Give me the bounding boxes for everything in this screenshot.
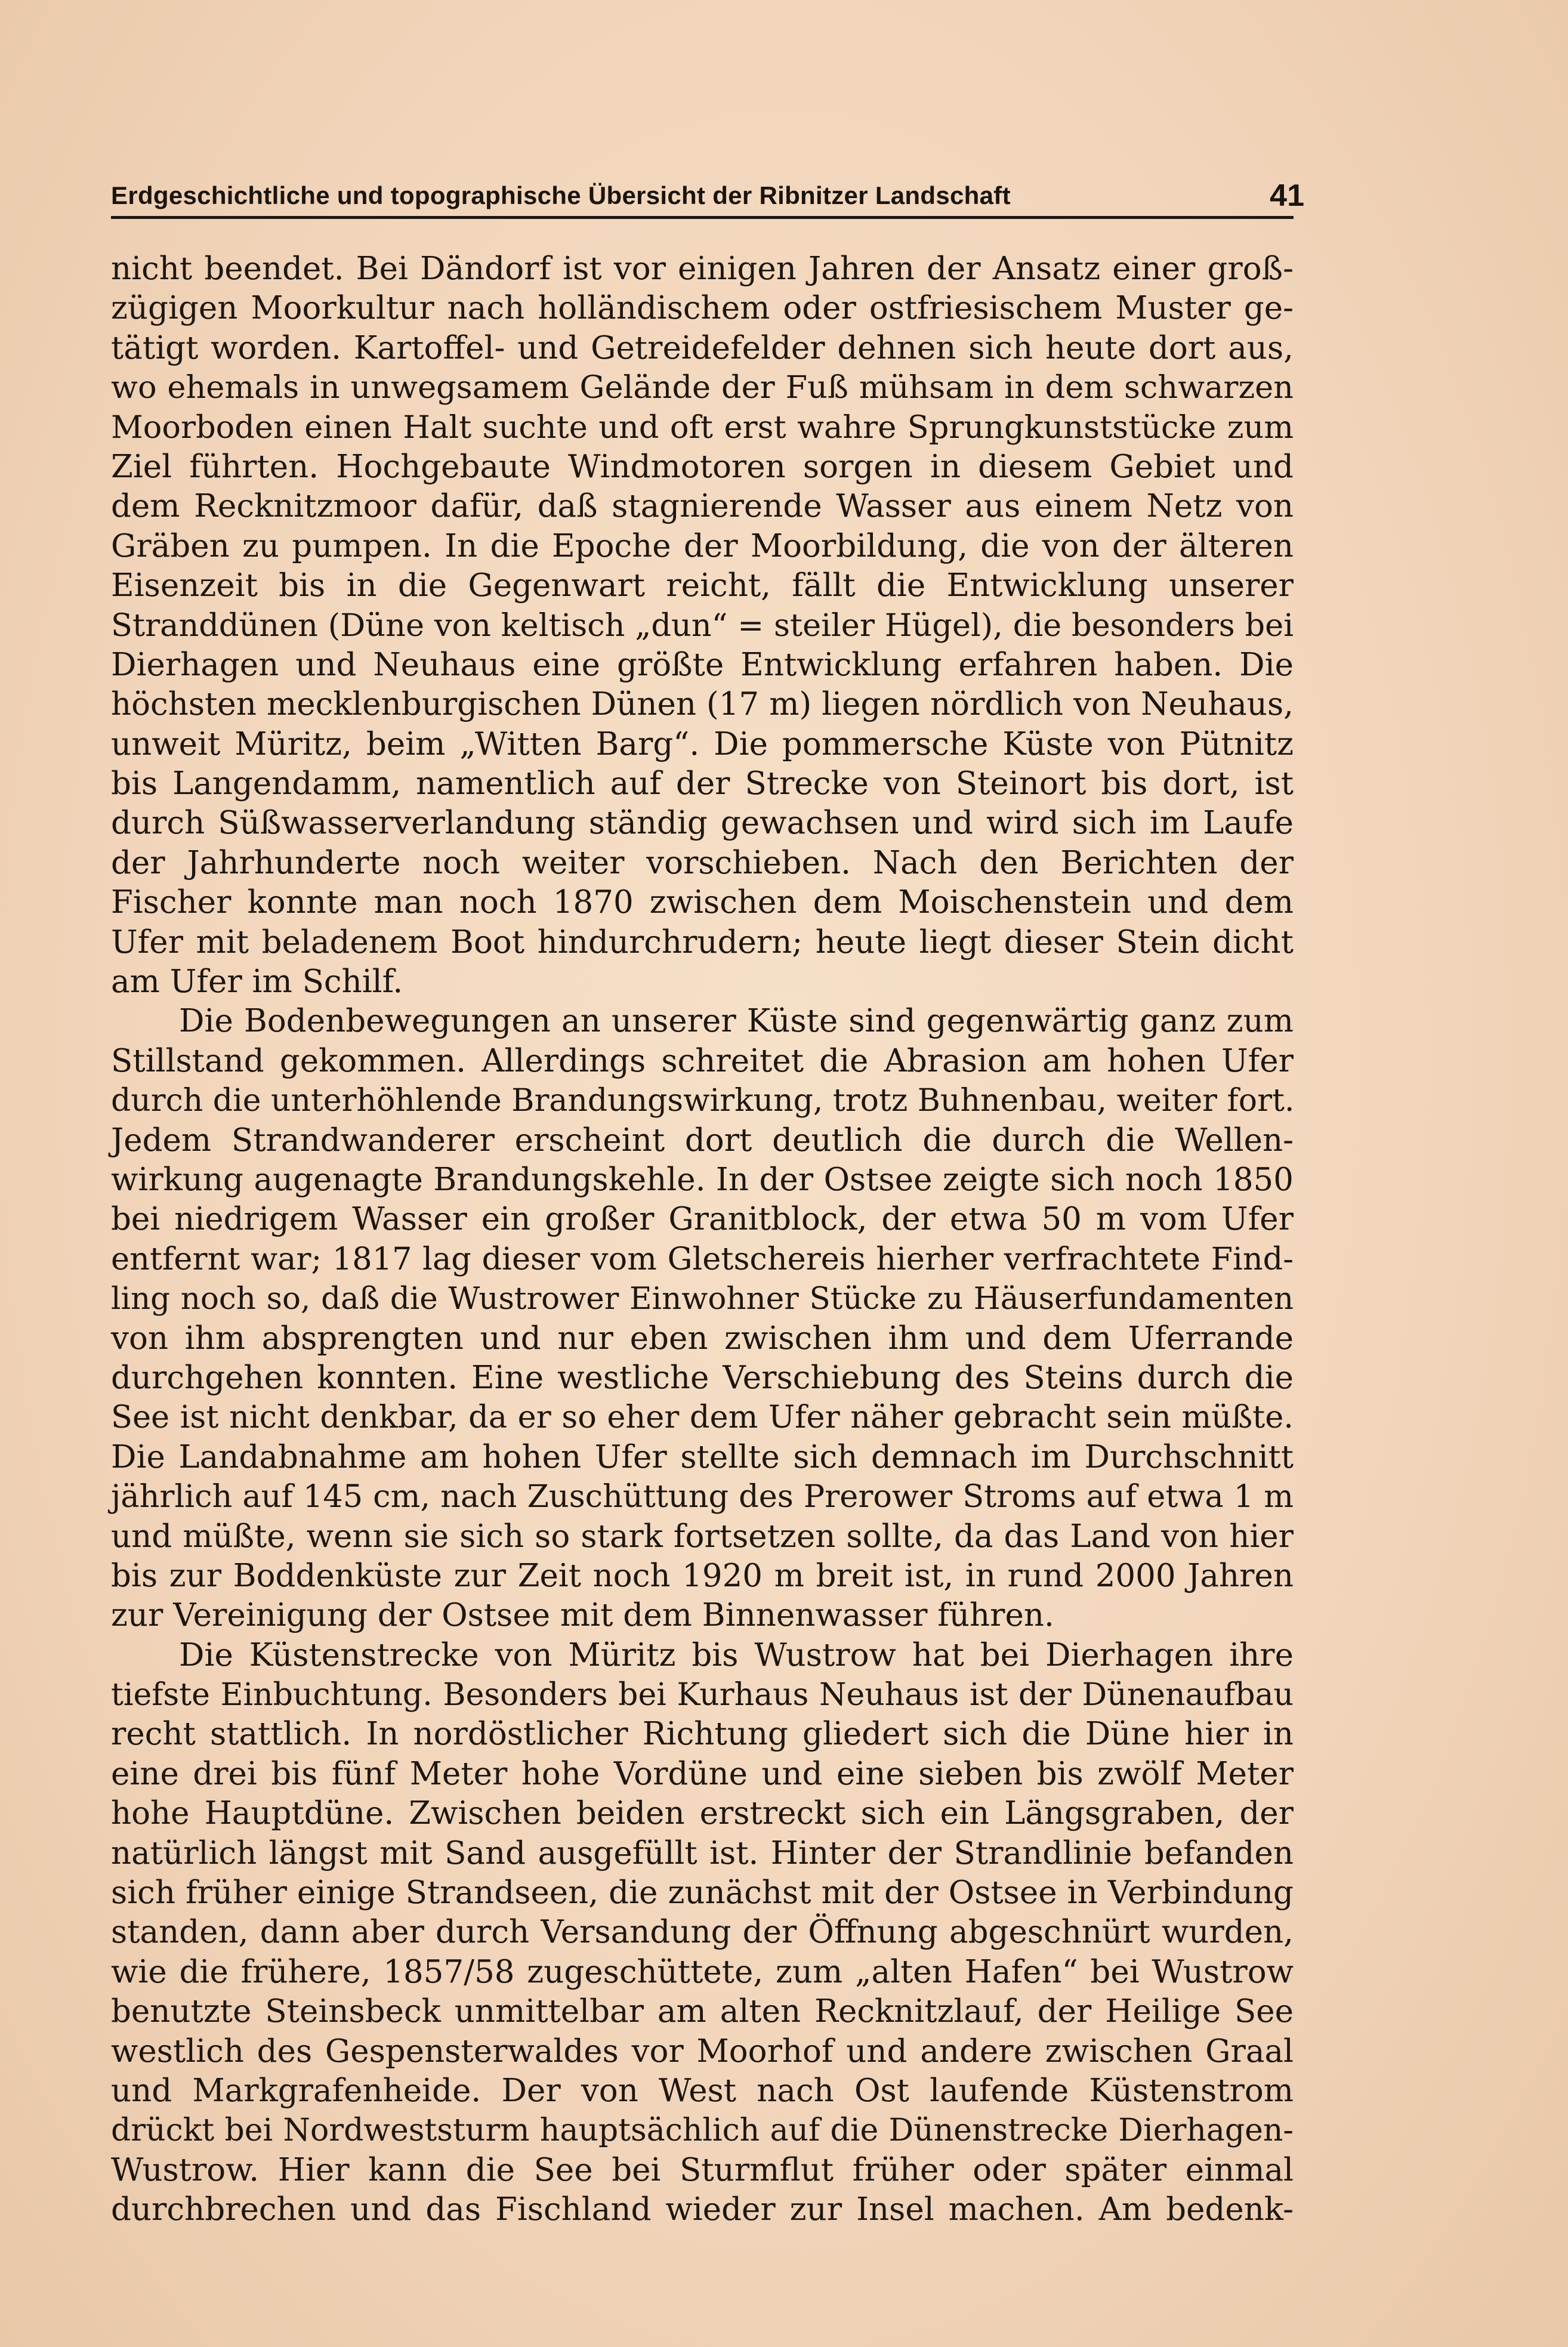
text-line: durchbrechen und das Fischland wieder zur Insel machen. Am bedenk- [111,2191,1294,2228]
text-line: von ihm absprengten und nur eben zwischen ihm und dem Uferrande [111,1320,1294,1357]
text-line: Ufer mit beladenem Boot hindurchrudern; heute liegt dieser Stein dicht [111,924,1294,961]
running-title: Erdgeschichtliche und topographische Übersicht der Ribnitzer Landschaft [111,181,1011,209]
text-line: Ziel führten. Hochgebaute Windmotoren sorgen in diesem Gebiet und [111,448,1294,485]
text-line: Wustrow. Hier kann die See bei Sturmflut früher oder später einmal [111,2151,1294,2188]
text-line: bis Langendamm, namentlich auf der Strecke von Steinort bis dort, ist [111,765,1294,802]
text-line: natürlich längst mit Sand ausgefüllt ist. Hinter der Strandlinie befanden [111,1835,1294,1872]
text-line: wo ehemals in unwegsamem Gelände der Fuß mühsam in dem schwarzen [111,369,1294,406]
paragraph-start-line: Die Bodenbewegungen an unserer Küste sind gegenwärtig ganz zum [179,1003,1294,1040]
text-line: Fischer konnte man noch 1870 zwischen dem Moischenstein und dem [111,884,1294,921]
text-line: Jedem Strandwanderer erscheint dort deutlich die durch die Wellen- [111,1122,1294,1159]
text-line: nicht beendet. Bei Dändorf ist vor einigen Jahren der Ansatz einer groß- [111,251,1294,287]
text-line: Stranddünen (Düne von keltisch „dun“ = steiler Hügel), die besonders bei [111,607,1294,644]
text-line: Moorboden einen Halt suchte und oft erst wahre Sprungkunststücke zum [111,409,1294,446]
text-line: bis zur Boddenküste zur Zeit noch 1920 m breit ist, in rund 2000 Jahren [111,1557,1294,1594]
text-line: höchsten mecklenburgischen Dünen (17 m) liegen nördlich von Neuhaus, [111,686,1294,723]
text-line: recht stattlich. In nordöstlicher Richtung gliedert sich die Düne hier in [111,1716,1294,1753]
text-line: See ist nicht denkbar, da er so eher dem Ufer näher gebracht sein müßte. [111,1399,1294,1436]
text-line: eine drei bis fünf Meter hohe Vordüne und eine sieben bis zwölf Meter [111,1755,1294,1792]
text-line: unweit Müritz, beim „Witten Barg“. Die pommersche Küste von Pütnitz [111,725,1294,762]
text-line: hohe Hauptdüne. Zwischen beiden erstreckt sich ein Längsgraben, der [111,1795,1294,1832]
text-line: sich früher einige Strandseen, die zunächst mit der Ostsee in Verbindung [111,1874,1294,1911]
text-line: Dierhagen und Neuhaus eine größte Entwicklung erfahren haben. Die [111,646,1294,683]
paragraph-end-line: am Ufer im Schilf. [111,963,403,1000]
paragraph-start-line: Die Küstenstrecke von Müritz bis Wustrow hat bei Dierhagen ihre [179,1636,1294,1673]
text-line: Stillstand gekommen. Allerdings schreitet die Abrasion am hohen Ufer [111,1042,1294,1079]
text-line: zügigen Moorkultur nach holländischem oder ostfriesischem Muster ge- [111,290,1294,327]
text-line: bei niedrigem Wasser ein großer Granitblock, der etwa 50 m vom Ufer [111,1201,1294,1238]
header-rule [111,216,1294,219]
text-line: Gräben zu pumpen. In die Epoche der Moorbildung, die von der älteren [111,527,1294,564]
text-line: durch die unterhöhlende Brandungswirkung, trotz Buhnenbau, weiter fort. [111,1083,1295,1119]
text-line: standen, dann aber durch Versandung der Öffnung abgeschnürt wurden, [111,1914,1294,1951]
text-line: und müßte, wenn sie sich so stark fortsetzen sollte, da das Land von hier [111,1518,1294,1555]
body-text [111,249,1294,2230]
text-line: wie die frühere, 1857/58 zugeschüttete, zum „alten Hafen“ bei Wustrow [111,1953,1294,1990]
text-line: drückt bei Nordweststurm hauptsächlich auf die Dünenstrecke Dierhagen- [111,2113,1294,2149]
text-line: tiefste Einbuchtung. Besonders bei Kurhaus Neuhaus ist der Dünenaufbau [111,1677,1294,1713]
text-line: westlich des Gespensterwaldes vor Moorhof und andere zwischen Graal [111,2033,1294,2070]
text-line: der Jahrhunderte noch weiter vorschieben. Nach den Berichten der [111,844,1294,881]
text-line: dem Recknitzmoor dafür, daß stagnierende Wasser aus einem Netz von [111,488,1294,525]
text-line: tätigt worden. Kartoffel- und Getreidefelder dehnen sich heute dort aus, [111,329,1294,366]
text-line: ling noch so, daß die Wustrower Einwohner Stücke zu Häuserfundamenten [111,1281,1294,1317]
text-line: wirkung augenagte Brandungskehle. In der Ostsee zeigte sich noch 1850 [111,1161,1294,1198]
text-line: durchgehen konnten. Eine westliche Verschiebung des Steins durch die [111,1359,1294,1396]
text-line: entfernt war; 1817 lag dieser vom Gletschereis hierher verfrachtete Find- [111,1240,1294,1277]
text-line: Die Landabnahme am hohen Ufer stellte sich demnach im Durchschnitt [111,1438,1294,1475]
text-line: Eisenzeit bis in die Gegenwart reicht, fällt die Entwicklung unserer [111,567,1294,604]
text-line: benutzte Steinsbeck unmittelbar am alten Recknitzlauf, der Heilige See [111,1993,1294,2030]
paragraph-end-line: zur Vereinigung der Ostsee mit dem Binnenwasser führen. [111,1597,1054,1634]
page-header [111,168,1304,214]
text-line: und Markgrafenheide. Der von West nach Ost laufende Küstenstrom [111,2072,1294,2109]
text-line: jährlich auf 145 cm, nach Zuschüttung des Prerower Stroms auf etwa 1 m [111,1478,1294,1515]
page-number: 41 [1270,178,1304,213]
text-line: durch Süßwasserverlandung ständig gewachsen und wird sich im Laufe [111,805,1294,842]
